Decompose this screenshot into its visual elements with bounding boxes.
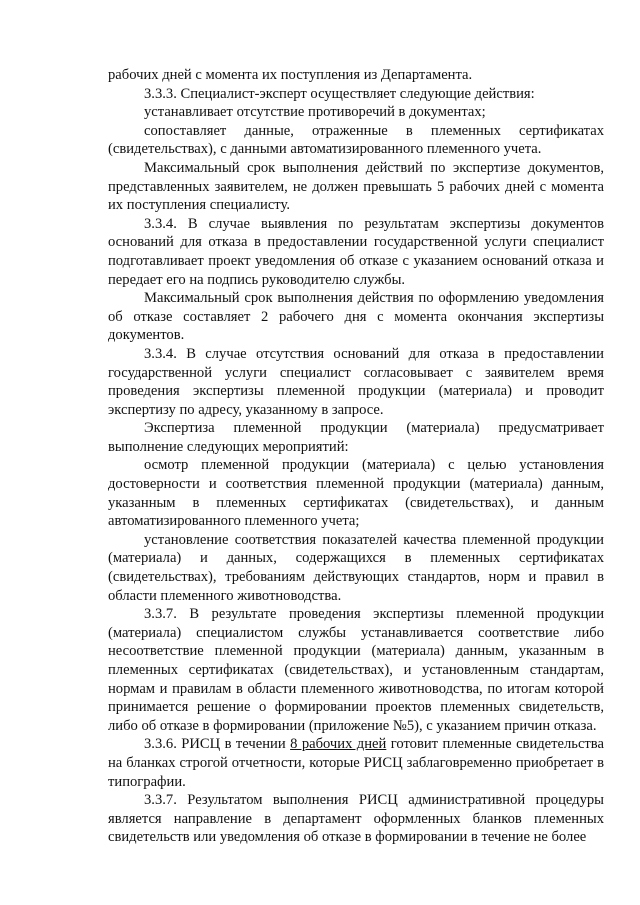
document-page bbox=[108, 66, 604, 847]
paragraph: установление соответствия показателей качества племенной продукции (материала) и данных, содержащихся в племенных сертификатах (свидетельствах), требованиям действующих стандартов, норм и правил в области племенного животноводства. bbox=[108, 531, 604, 604]
paragraph-text-end: готовит племенные свидетельства на бланках строгой отчетности, которые РИСЦ заблаговременно приобретает в типографии. bbox=[108, 736, 604, 790]
paragraph: 3.3.4. В случае отсутствия оснований для отказа в предоставлении государственной услуги специалист согласовывает с заявителем время проведения экспертизы племенной продукции (материала) и проводит экспертизу по адресу, указанному в запросе. bbox=[108, 345, 604, 418]
paragraph: Максимальный срок выполнения действия по оформлению уведомления об отказе составляет 2 рабочего дня с момента окончания экспертизы документов. bbox=[108, 290, 604, 344]
paragraph: 3.3.3. Специалист-эксперт осуществляет следующие действия: bbox=[144, 85, 535, 102]
paragraph: осмотр племенной продукции (материала) с целью установления достоверности и соответствия племенной продукции (материала) данным, указанным в племенных сертификатах (свидетельствах), и данным автоматизированного племенного учета; bbox=[108, 457, 604, 530]
paragraph: рабочих дней с момента их поступления из Департамента. bbox=[108, 67, 473, 83]
paragraph: 3.3.7. В результате проведения экспертизы племенной продукции (материала) специалистом службы устанавливается соответствие либо несоответствие племенной продукции (материала) данным, указанным в племенных сертификатах (свидетельствах), и установленным стандартам, нормам и правилам в области племенного животноводства, по итогам которой принимается решение о формировании проектов племенных свидетельств, либо об отказе в формировании (приложение №5), с указанием причин отказа. bbox=[108, 606, 604, 734]
paragraph: сопоставляет данные, отраженные в племенных сертификатах (свидетельствах), с данными автоматизированного племенного учета. bbox=[108, 122, 604, 158]
paragraph: Экспертиза племенной продукции (материала) предусматривает выполнение следующих мероприятий: bbox=[108, 420, 604, 455]
paragraph: 3.3.7. Результатом выполнения РИСЦ административной процедуры является направление в департамент оформленных бланков племенных свидетельств или уведомления об отказе в формировании в течение не более bbox=[108, 792, 604, 846]
paragraph: устанавливает отсутствие противоречий в документах; bbox=[144, 104, 486, 121]
paragraph: 3.3.4. В случае выявления по результатам экспертизы документов оснований для отказа в предоставлении государственной услуги специалист подготавливает проект уведомления об отказе с указанием оснований отказа и передает его на подпись руководителю службы. bbox=[108, 215, 604, 288]
paragraph: Максимальный срок выполнения действий по экспертизе документов, представленных заявителем, не должен превышать 5 рабочих дней с момента их поступления специалисту. bbox=[108, 159, 604, 214]
underlined-deadline: 8 рабочих дней bbox=[290, 736, 387, 753]
paragraph-text-start: 3.3.6. РИСЦ в течении bbox=[144, 736, 291, 753]
paragraph-with-underline bbox=[108, 735, 604, 791]
